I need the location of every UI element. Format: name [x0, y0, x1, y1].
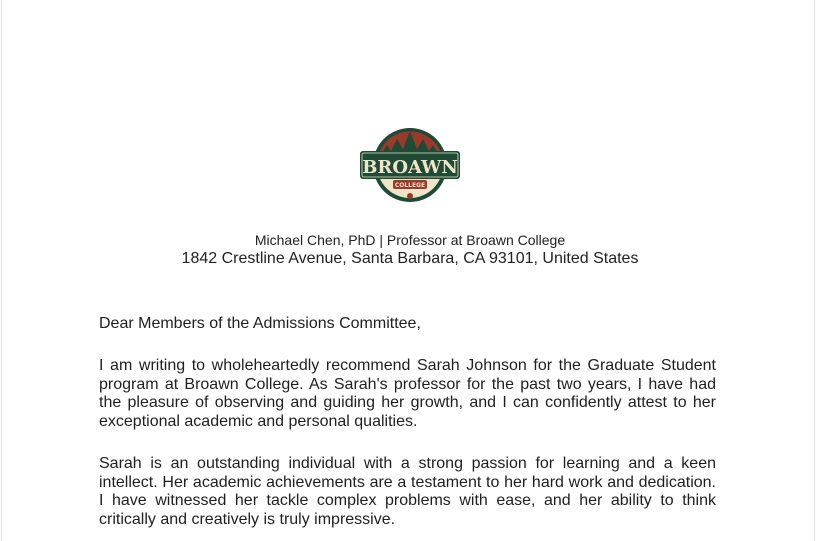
address-line: 1842 Crestline Avenue, Santa Barbara, CA 93101, United States [181, 250, 639, 267]
paragraph-1: I am writing to wholeheartedly recommend Sarah Johnson for the Graduate Student program at Broawn College. As Sarah's professor for the past two years, I have had the pleasure of observing and guiding her growth, and I can confidently attest to her exceptional academic and personal qualities. [99, 357, 716, 430]
sender-line: Michael Chen, PhD | Professor at Broawn College [254, 232, 566, 248]
salutation: Dear Members of the Admissions Committee, [99, 315, 421, 332]
logo-wordmark: BROAWN [362, 157, 458, 178]
paragraph-2: Sarah is an outstanding individual with a strong passion for learning and a keen intellect. Her academic achievements are a testament to her hard work and dedication. I have witnessed her tackle complex problems with ease, and her ability to think critically and creatively is truly impressive. [99, 455, 716, 528]
document-page [1, 0, 815, 541]
logo-subtitle: COLLEGE [394, 182, 426, 189]
college-logo [359, 125, 461, 206]
